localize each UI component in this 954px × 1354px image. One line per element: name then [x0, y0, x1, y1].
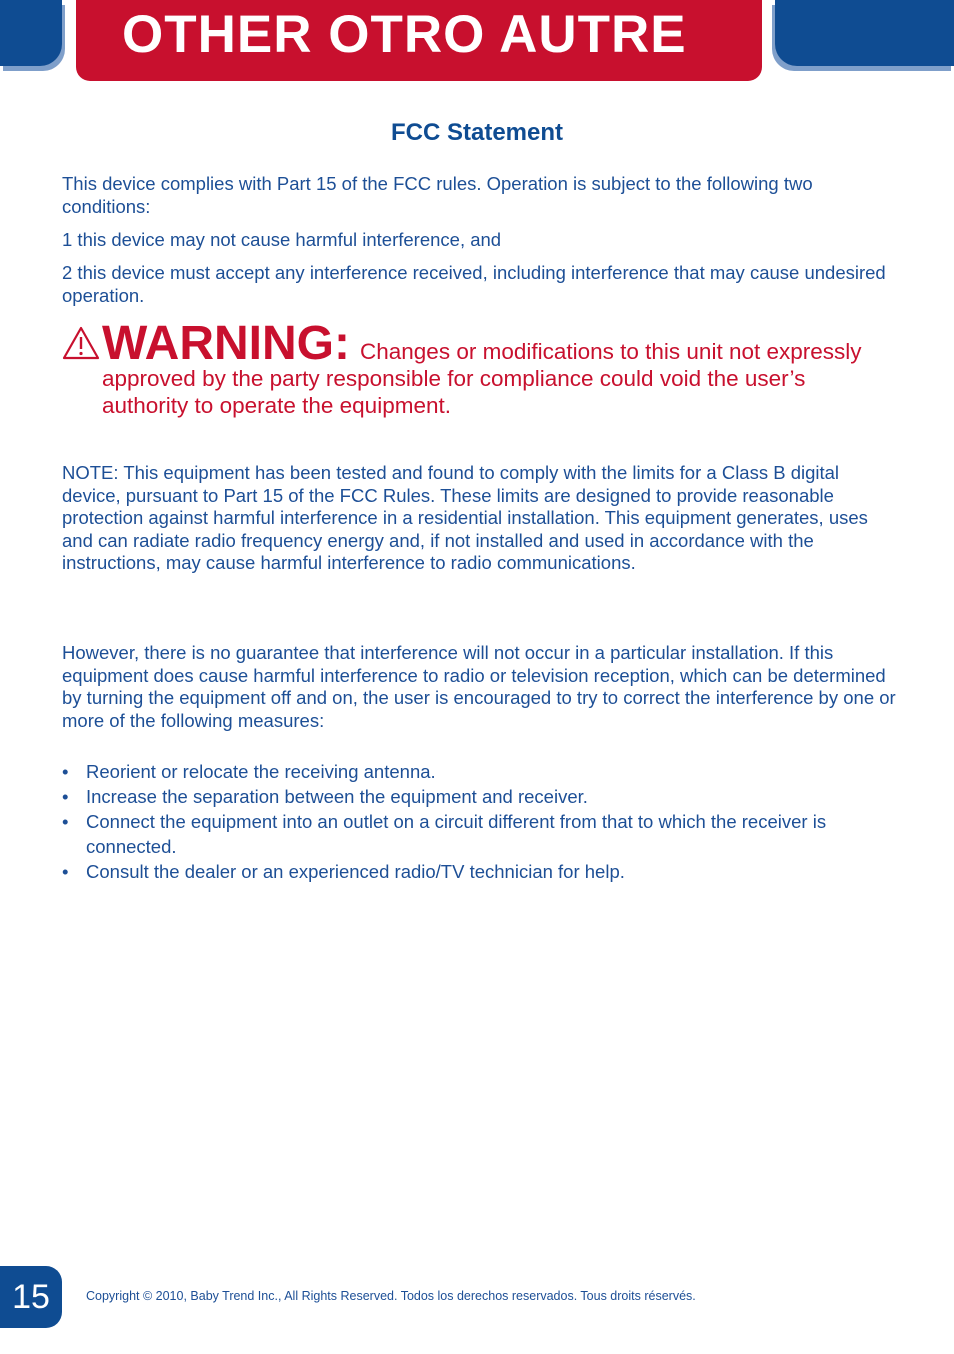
list-item [62, 784, 897, 809]
bullet-icon: • [62, 761, 69, 782]
warning-text: Changes or modifications to this unit not expressly approved by the party responsible for compliance could void the user’s authority to operate the equipment. [102, 339, 862, 418]
list-item [62, 859, 897, 884]
header-tab-left [0, 0, 62, 66]
list-item-text: Increase the separation between the equipment and receiver. [86, 786, 588, 807]
list-item [62, 809, 897, 859]
list-item-text: Reorient or relocate the receiving antenna. [86, 761, 436, 782]
list-item-text: Consult the dealer or an experienced radio/TV technician for help. [86, 861, 625, 882]
page-title: OTHER OTRO AUTRE [122, 5, 687, 64]
fcc-statement-heading: FCC Statement [390, 119, 564, 146]
note-paragraph: NOTE: This equipment has been tested and found to comply with the limits for a Class B digital device, pursuant to Part 15 of the FCC Rules. These limits are designed to provide reasonable protection against harmful interference in a residential installation. This equipment generates, uses and can radiate radio frequency energy and, if not installed and used in accordance with the instructions, may cause harmful interference to radio communications. [62, 462, 868, 574]
measures-list [62, 759, 897, 884]
warning-heading: WARNING: [102, 317, 350, 370]
copyright-text: Copyright © 2010, Baby Trend Inc., All Rights Reserved. Todos los derechos reservados. Tous droits réservés. [86, 1289, 696, 1303]
bullet-icon: • [62, 786, 69, 807]
bullet-icon: • [62, 861, 69, 882]
list-item [62, 759, 897, 784]
warning-triangle-icon [62, 326, 100, 360]
fcc-condition-2: 2 this device must accept any interference received, including interference that may cause undesired operation. [62, 262, 886, 306]
however-paragraph: However, there is no guarantee that interference will not occur in a particular installation. If this equipment does cause harmful interference to radio or television reception, which can be determined by turning the equipment off and on, the user is encouraged to try to correct the interference by one or more of the following measures: [62, 642, 896, 731]
bullet-icon: • [62, 811, 69, 832]
list-item-text: Connect the equipment into an outlet on a circuit different from that to which the receiver is connected. [86, 811, 827, 857]
page-number: 15 [0, 1266, 62, 1328]
fcc-condition-1: 1 this device may not cause harmful interference, and [62, 229, 502, 250]
fcc-intro: This device complies with Part 15 of the FCC rules. Operation is subject to the following two conditions: [62, 173, 813, 217]
header-tab-right [775, 0, 954, 66]
